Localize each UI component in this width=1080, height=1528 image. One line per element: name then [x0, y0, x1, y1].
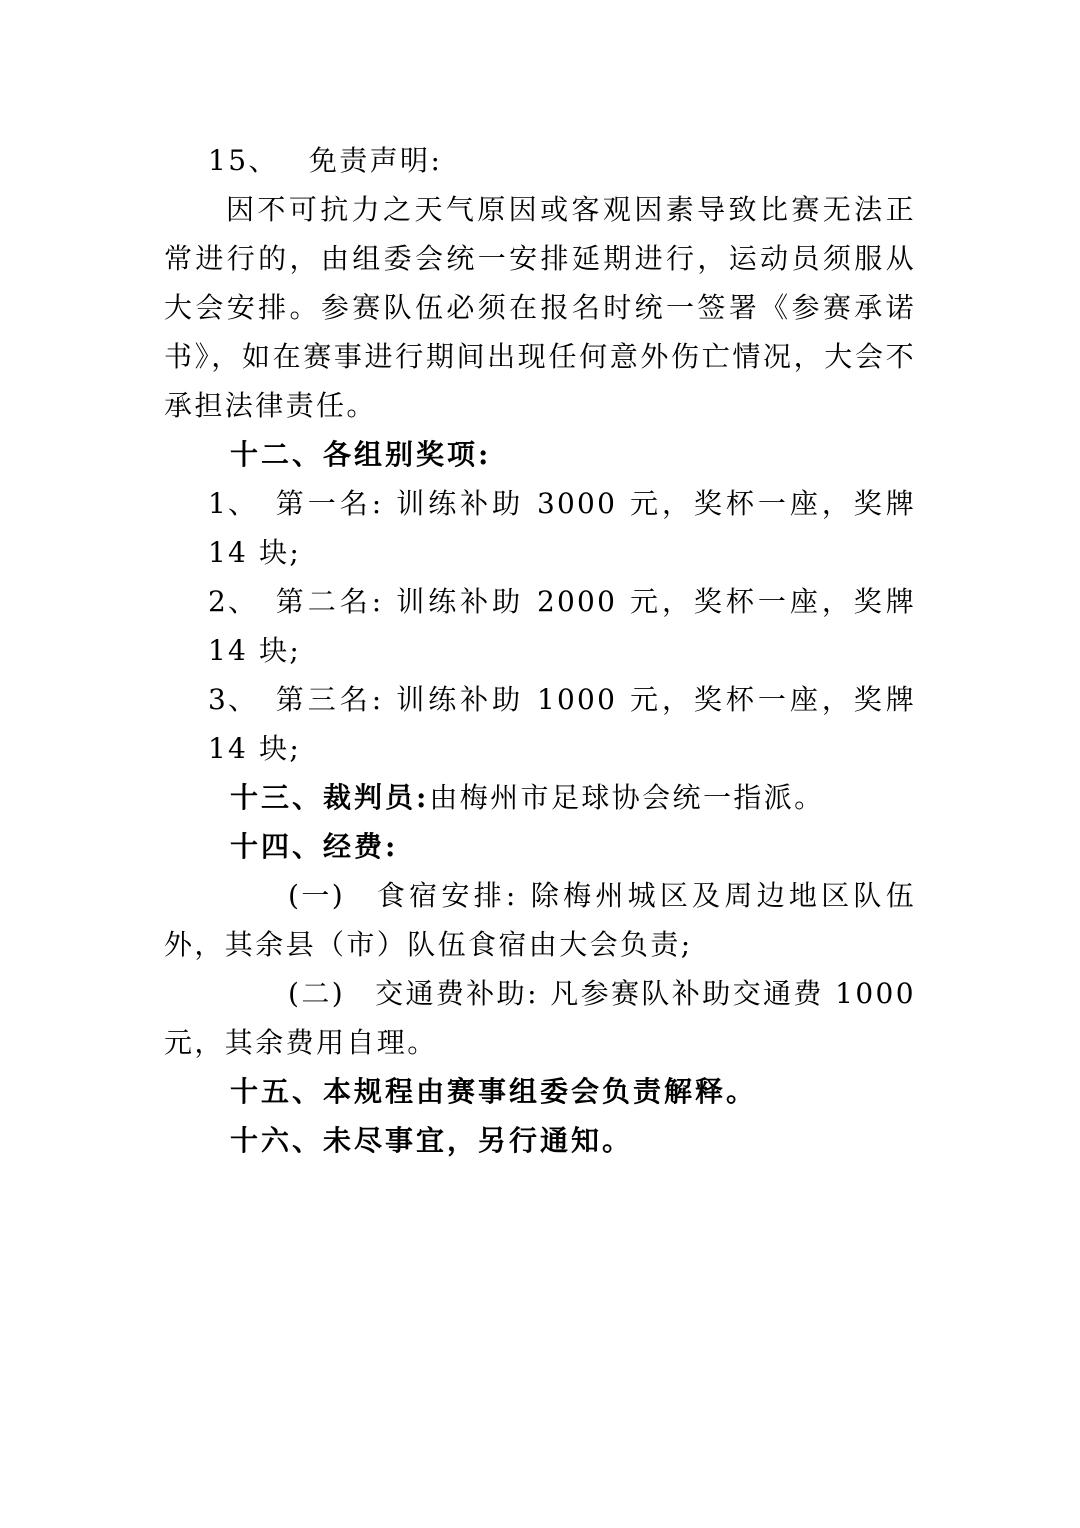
award-1 [164, 479, 916, 577]
document-content [164, 136, 916, 1165]
section-15-title: 免责声明: [308, 144, 443, 177]
section-14-item-2 [164, 969, 916, 1067]
award-2-text: 第二名: 训练补助 2000 元，奖杯一座，奖牌 14 块; [208, 585, 916, 667]
award-1-number: 1、 [208, 487, 259, 520]
section-13-line [164, 773, 916, 822]
award-3-text: 第三名: 训练补助 1000 元，奖杯一座，奖牌 14 块; [208, 683, 916, 765]
section-15-title-line [164, 136, 916, 185]
section-15-body: 因不可抗力之天气原因或客观因素导致比赛无法正常进行的，由组委会统一安排延期进行，运动员须服从大会安排。参赛队伍必须在报名时统一签署《参赛承诺书》，如在赛事进行期间出现任何意外伤亡情况，大会不承担法律责任。 [164, 193, 916, 422]
section-15-heading: 十五、本规程由赛事组委会负责解释。 [230, 1075, 758, 1108]
award-1-text: 第一名: 训练补助 3000 元，奖杯一座，奖牌 14 块; [208, 487, 916, 569]
section-14-item-2-label: (二) [288, 977, 346, 1010]
section-14-heading: 十四、经费: [230, 830, 399, 863]
section-12-heading: 十二、各组别奖项: [230, 438, 492, 471]
award-3-number: 3、 [208, 683, 259, 716]
section-16-heading: 十六、未尽事宜，另行通知。 [230, 1124, 634, 1157]
award-2 [164, 577, 916, 675]
award-3 [164, 675, 916, 773]
section-14-item-2-text: 交通费补助: 凡参赛队补助交通费 1000 元，其余费用自理。 [164, 977, 916, 1059]
section-14-item-1-text: 食宿安排: 除梅州城区及周边地区队伍外，其余县（市）队伍食宿由大会负责; [164, 879, 916, 961]
section-14-item-1-label: (一) [288, 879, 346, 912]
award-2-number: 2、 [208, 585, 259, 618]
section-15-number: 15、 [208, 144, 279, 177]
section-14-item-1 [164, 871, 916, 969]
section-13-text: 由梅州市足球协会统一指派。 [429, 781, 825, 814]
section-13-heading: 十三、裁判员: [230, 781, 430, 814]
